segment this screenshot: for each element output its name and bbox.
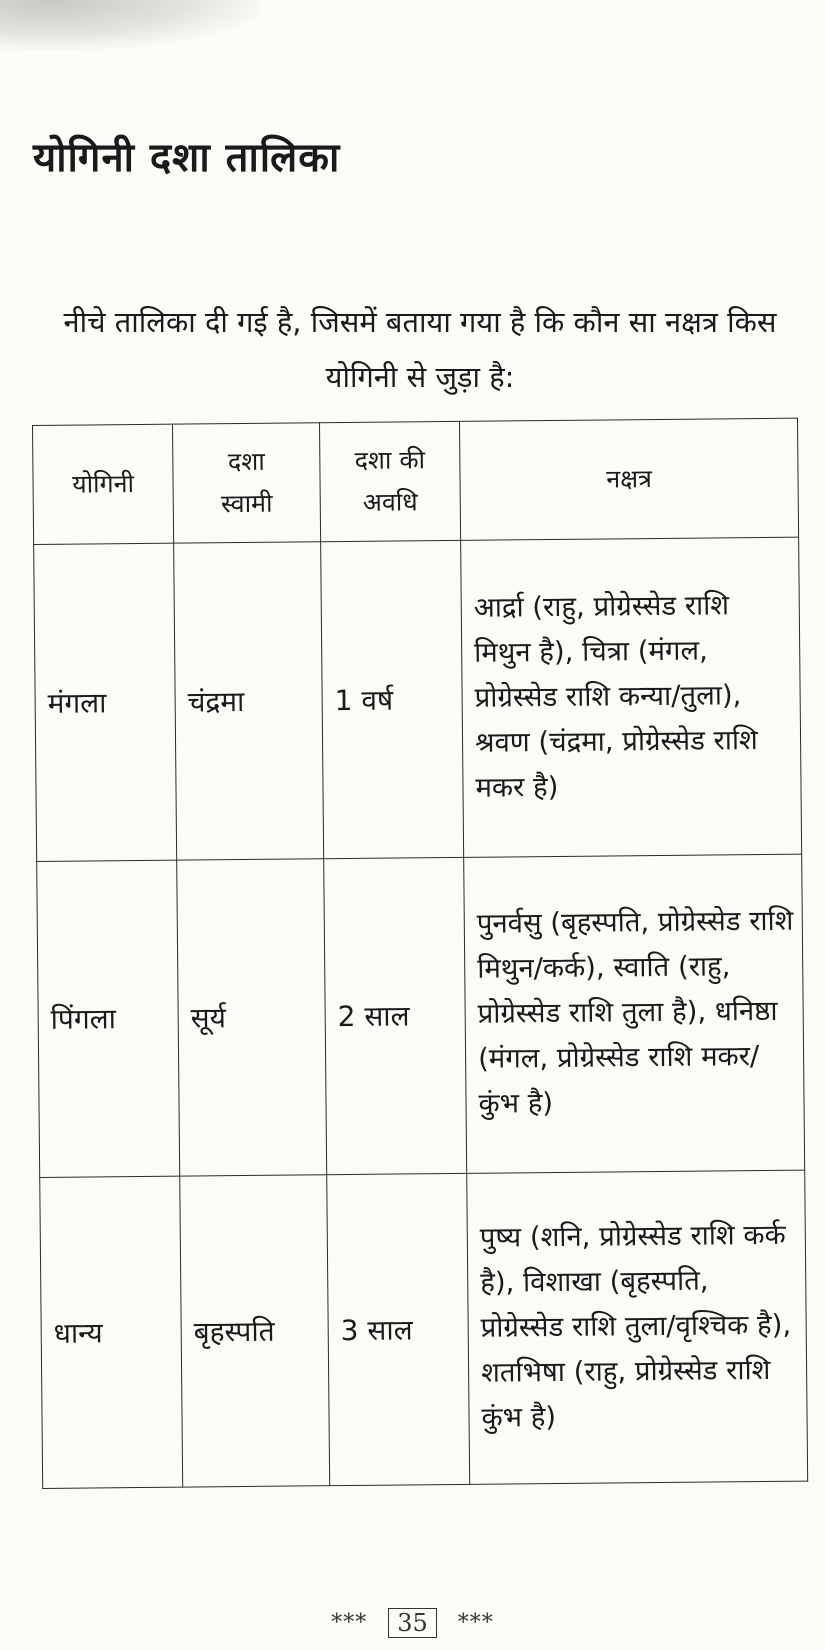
cell-yogini: धान्य [40, 1176, 183, 1488]
header-dasha-swami-line2: स्वामी [220, 488, 273, 519]
table-row [37, 854, 805, 1177]
page-footer [0, 1608, 825, 1638]
footer-stars-right: *** [457, 1610, 494, 1636]
yogini-dasha-table [32, 418, 808, 1489]
cell-dasha-swami: बृहस्पति [180, 1175, 330, 1487]
cell-nakshatra: पुनर्वसु (बृहस्पति, प्रोग्रेस्सेड राशि मिथुन/कर्क), स्वाति (राहु, प्रोग्रेस्सेड राशि तुला है), धनिष्ठा (मंगल, प्रोग्रेस्सेड राशि मकर/कुंभ है) [464, 854, 805, 1173]
cell-yogini: मंगला [34, 543, 177, 861]
intro-paragraph: नीचे तालिका दी गई है, जिसमें बताया गया है कि कौन सा नक्षत्र किस योगिनी से जुड़ा है: [63, 305, 777, 394]
table-header-row [33, 418, 799, 544]
cell-nakshatra: पुष्य (शनि, प्रोग्रेस्सेड राशि कर्क है), विशाखा (बृहस्पति, प्रोग्रेस्सेड राशि तुला/वृश्चिक है), शतभिषा (राहु, प्रोग्रेस्सेड राशि कुंभ है) [467, 1170, 808, 1484]
page-title: योगिनी दशा तालिका [33, 135, 341, 181]
cell-dasha-avadhi: 1 वर्ष [321, 540, 464, 858]
header-dasha-avadhi [319, 421, 460, 541]
header-nakshatra: नक्षत्र [459, 418, 798, 540]
table-row [34, 537, 802, 861]
page-corner-shadow [0, 0, 260, 50]
cell-dasha-swami: सूर्य [177, 859, 327, 1176]
cell-yogini: पिंगला [37, 860, 180, 1177]
table-row [40, 1170, 808, 1488]
header-yogini: योगिनी [33, 424, 174, 544]
cell-dasha-avadhi: 3 साल [327, 1173, 470, 1485]
header-dasha-avadhi-line1: दशा की [354, 445, 426, 475]
cell-nakshatra: आर्द्रा (राहु, प्रोग्रेस्सेड राशि मिथुन है), चित्रा (मंगल, प्रोग्रेस्सेड राशि कन्या/तुला), श्रवण (चंद्रमा, प्रोग्रेस्सेड राशि मकर है) [461, 537, 802, 857]
footer-stars-left: *** [331, 1610, 368, 1636]
header-dasha-avadhi-line2: अवधि [362, 487, 418, 517]
yogini-dasha-table-wrapper [32, 418, 807, 1489]
page-number: 35 [388, 1608, 437, 1638]
header-dasha-swami [172, 423, 320, 543]
cell-dasha-swami: चंद्रमा [174, 542, 324, 860]
cell-dasha-avadhi: 2 साल [324, 857, 467, 1174]
header-dasha-swami-line1: दशा [227, 446, 265, 477]
